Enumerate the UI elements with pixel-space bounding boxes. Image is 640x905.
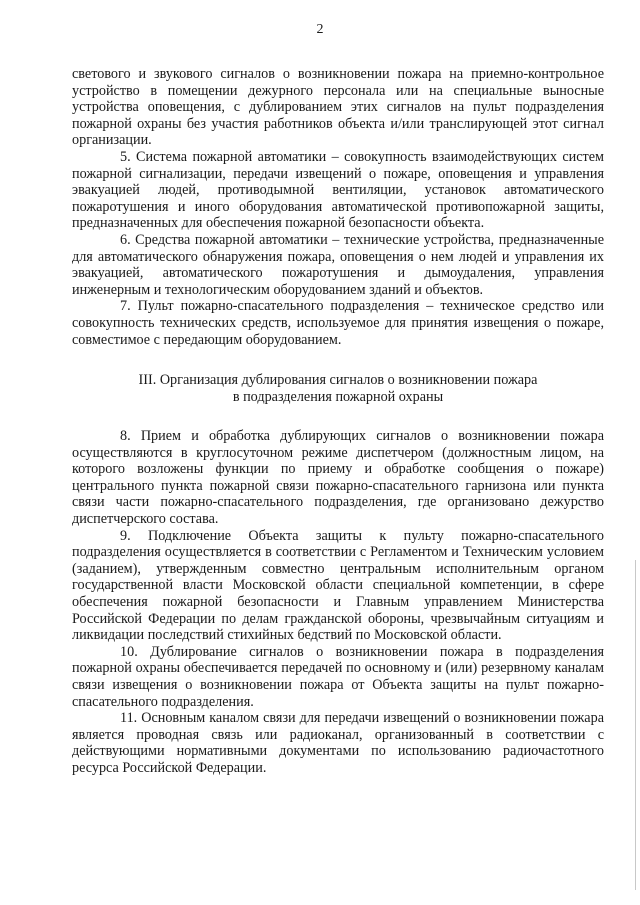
paragraph-9: 9. Подключение Объекта защиты к пульту пожарно-спасательного подразделения осуществляется в соответствии с Регламентом и Техническим условием (заданием), утвержденным совместно центральным исполнительным органом государственной власти Московской области специальной компетенции, в сфере обеспечения пожарной безопасности и Главным управлением Министерства Российской Федерации по делам гражданской обороны, чрезвычайным ситуациям и ликвидации последствий стихийных бедствий по Московской области. — [72, 527, 604, 644]
document-body — [72, 66, 604, 777]
paragraph-11: 11. Основным каналом связи для передачи извещений о возникновении пожара является проводная связь или радиоканал, организованный в соответствии с действующими нормативными документами по использованию радиочастотного ресурса Российской Федерации. — [72, 710, 604, 776]
page-number: 2 — [316, 22, 324, 37]
paragraph-7: 7. Пульт пожарно-спасательного подразделения – техническое средство или совокупность технических средств, используемое для принятия извещения о пожаре, совместимое с передающим оборудованием. — [72, 298, 604, 348]
paragraph-8: 8. Прием и обработка дублирующих сигналов о возникновении пожара осуществляются в круглосуточном режиме диспетчером (должностным лицом, на которого возложены функции по приему и обработке сообщения о пожаре) центрального пункта пожарной связи пожарно-спасательного гарнизона или пункта связи части пожарно-спасательного подразделения, где организовано дежурство диспетчерского состава. — [72, 428, 604, 528]
paragraph-5: 5. Система пожарной автоматики – совокупность взаимодействующих систем пожарной сигнализации, передачи извещений о пожаре, оповещения и управления эвакуацией людей, противодымной вентиляции, установок автоматического пожаротушения и иного оборудования автоматической противопожарной защиты, предназначенных для обеспечения пожарной безопасности объекта. — [72, 148, 604, 232]
paragraph-continuation: светового и звукового сигналов о возникновении пожара на приемно-контрольное устройство в помещении дежурного персонала или на специальные выносные устройства оповещения, с дублированием этих сигналов на пульт подразделения пожарной охраны без участия работников объекта и/или транслирующей этот сигнал организации. — [72, 66, 604, 149]
scan-edge-line — [635, 560, 636, 890]
paragraph-10: 10. Дублирование сигналов о возникновении пожара в подразделения пожарной охраны обеспечивается передачей по основному и (или) резервному каналам связи извещения о возникновении пожара от Объекта защиты на пульт пожарно-спасательного подразделения. — [72, 643, 604, 710]
section-title-line-1: III. Организация дублирования сигналов о возникновении пожара — [138, 372, 538, 389]
section-title — [72, 372, 604, 406]
paragraph-6: 6. Средства пожарной автоматики – технические устройства, предназначенные для автоматического обнаружения пожара, оповещения о нем людей и управления их эвакуацией, автоматического пожаротушения и дымоудаления, управления инженерным и технологическим оборудованием зданий и объектов. — [72, 231, 604, 298]
section-title-line-2: в подразделения пожарной охраны — [232, 389, 444, 406]
